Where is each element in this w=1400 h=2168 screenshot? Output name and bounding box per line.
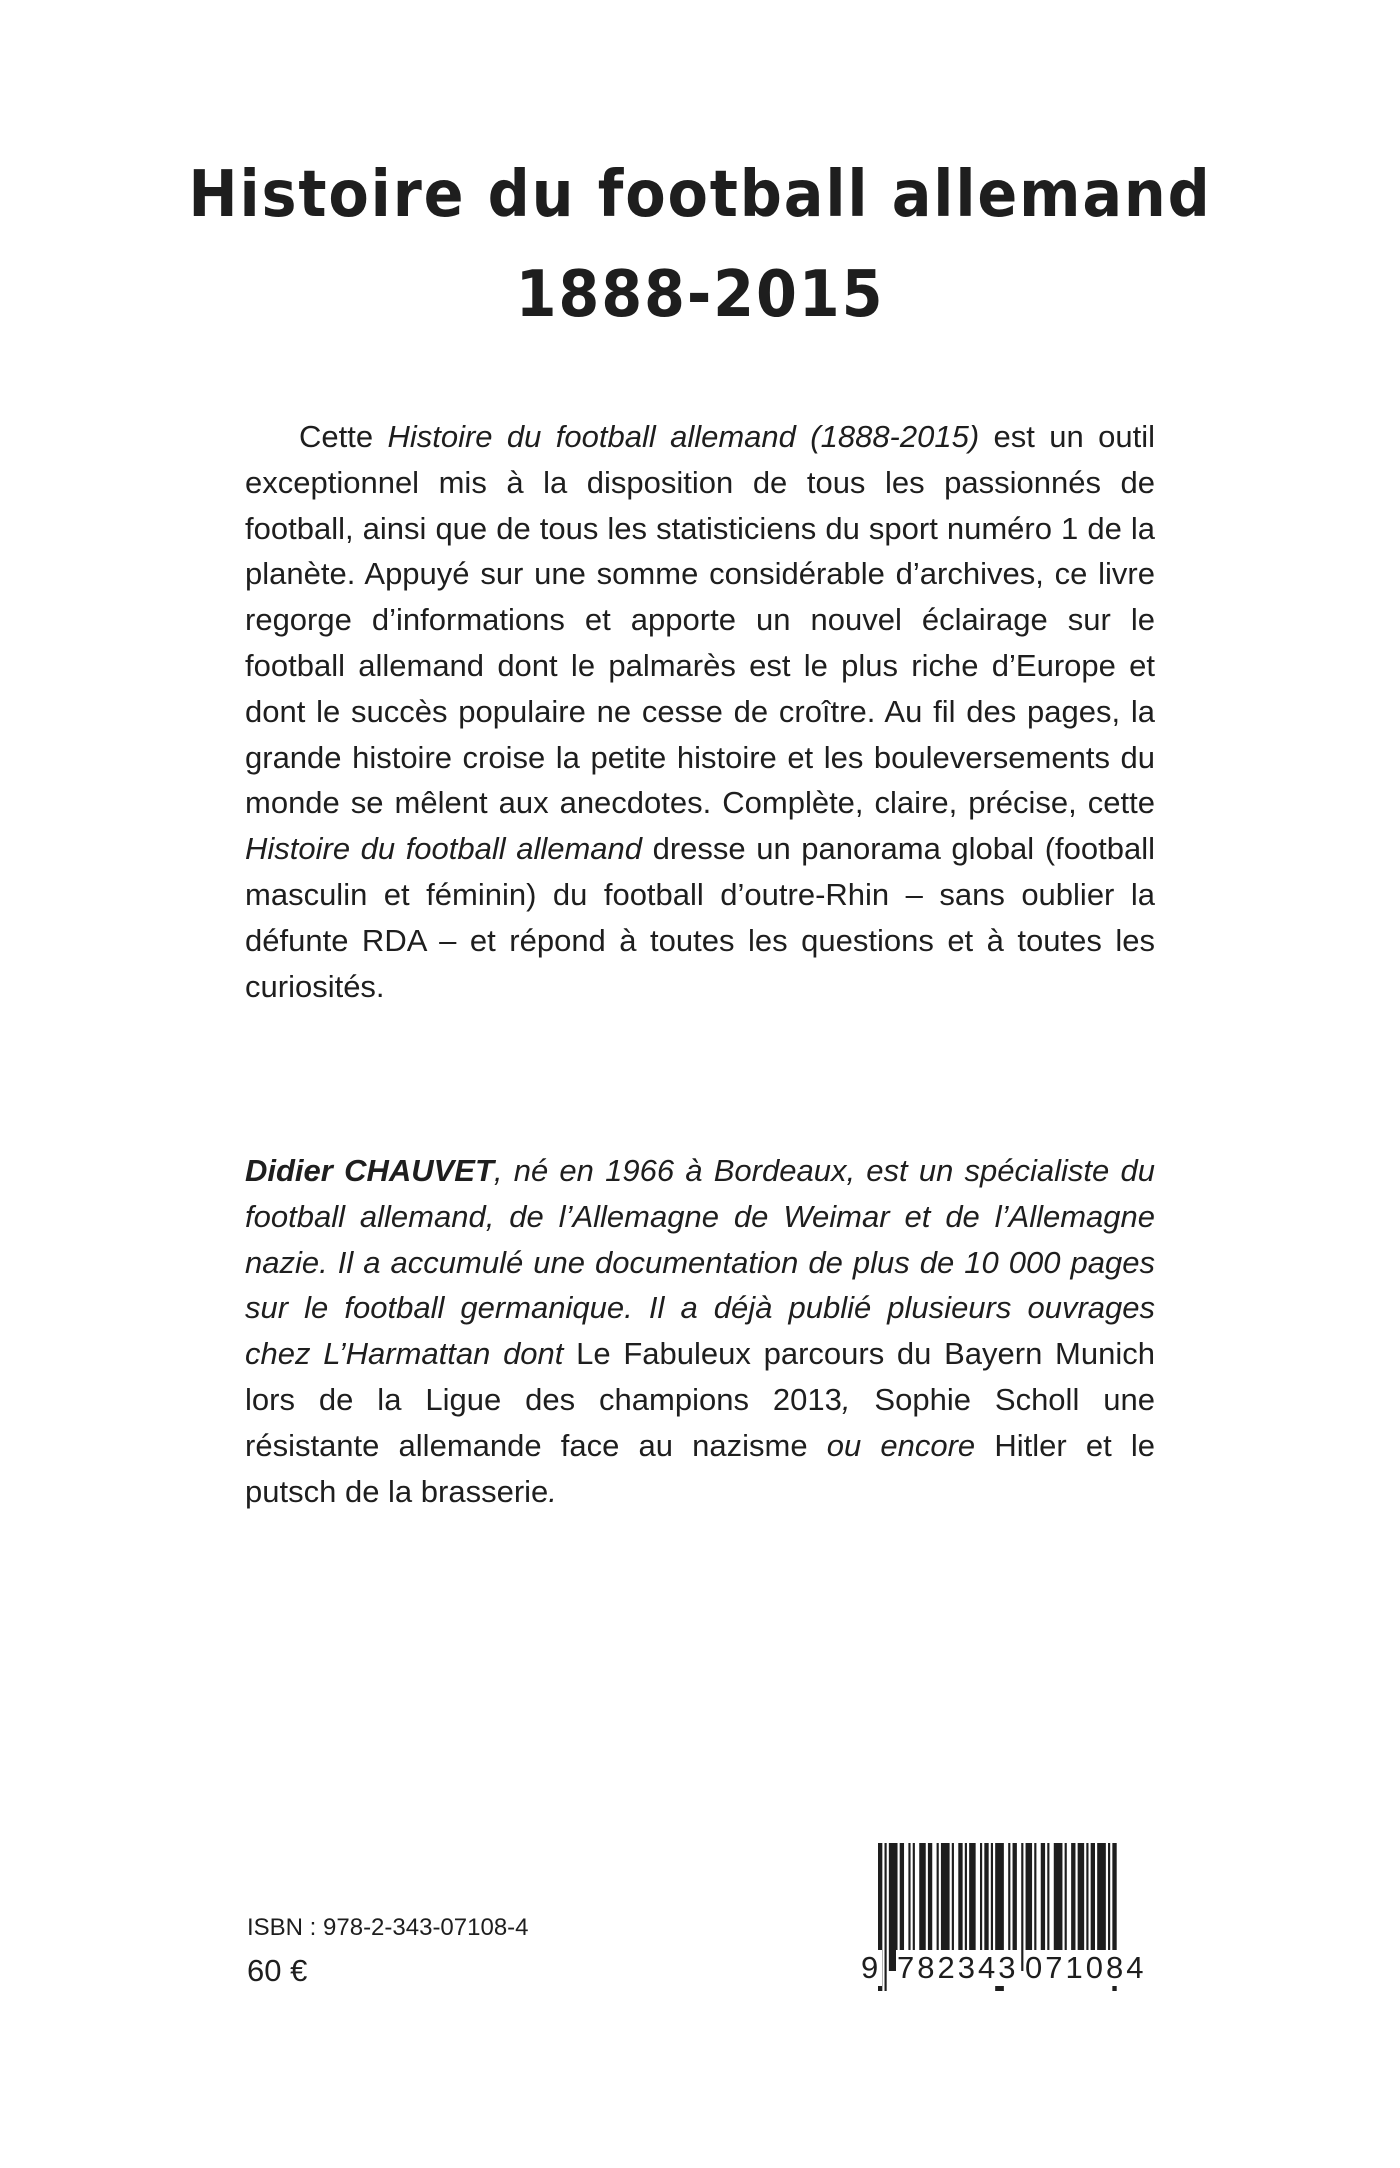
price: 60 € <box>247 1953 308 1988</box>
book-years: 1888-2015 <box>515 258 885 332</box>
barcode-bar <box>885 1843 887 1991</box>
text-segment: ou encore <box>826 1427 976 1463</box>
isbn: ISBN : 978-2-343-07108-4 <box>247 1914 529 1941</box>
text-segment: Histoire du football allemand <box>245 831 643 867</box>
barcode-digits-left: 782343 <box>897 1950 1019 1985</box>
book-description <box>245 414 1155 1009</box>
text-segment: dresse un panorama global (football masculin et féminin) du football d’outre-Rhin – sans oublier la défunte RDA – et répond à toutes les questions et à toutes les curiosités. <box>245 831 1155 1004</box>
text-segment: est un outil exceptionnel mis à la disposition de tous les passionnés de football, ainsi que de tous les statisticiens du sport numéro 1 de la planète. Appuyé sur une somme considérable d’archives, ce livre regorge d’informations et apporte un nouvel éclairage sur le football allemand dont le palmarès est le plus riche d’Europe et dont le succès populaire ne cesse de croître. Au fil des pages, la grande histoire croise la petite histoire et les bouleversements du monde se mêlent aux anecdotes. Complète, claire, précise, cette <box>245 419 1155 821</box>
text-segment: Hitler et le putsch de la brasserie <box>245 1427 1155 1509</box>
text-segment: . <box>548 1473 557 1509</box>
text-segment: Le Fabuleux parcours du Bayern Munich lors de la Ligue des champions 2013 <box>245 1336 1155 1417</box>
text-segment: , né en 1966 à Bordeaux, est un spécialiste du football allemand, de l’Allemagne de Weimar et de l’Allemagne nazie. Il a accumulé une documentation de plus de 10 000 pages sur le football germanique. Il a déjà publié plusieurs ouvrages chez L’Harmattan dont <box>245 1153 1155 1372</box>
author-bio <box>245 1148 1155 1514</box>
text-segment: Didier CHAUVET <box>245 1153 494 1188</box>
barcode-digit-first: 9 <box>861 1950 882 1985</box>
text-segment: Histoire du football allemand (1888-2015) <box>387 419 980 454</box>
barcode-digits-right: 071084 <box>1025 1950 1147 1985</box>
text-segment: Cette <box>299 419 388 454</box>
text-segment: , <box>841 1381 851 1417</box>
book-title: Histoire du football allemand <box>188 158 1212 232</box>
text-segment: Sophie Scholl une résistante allemande face au nazisme <box>245 1381 1155 1463</box>
